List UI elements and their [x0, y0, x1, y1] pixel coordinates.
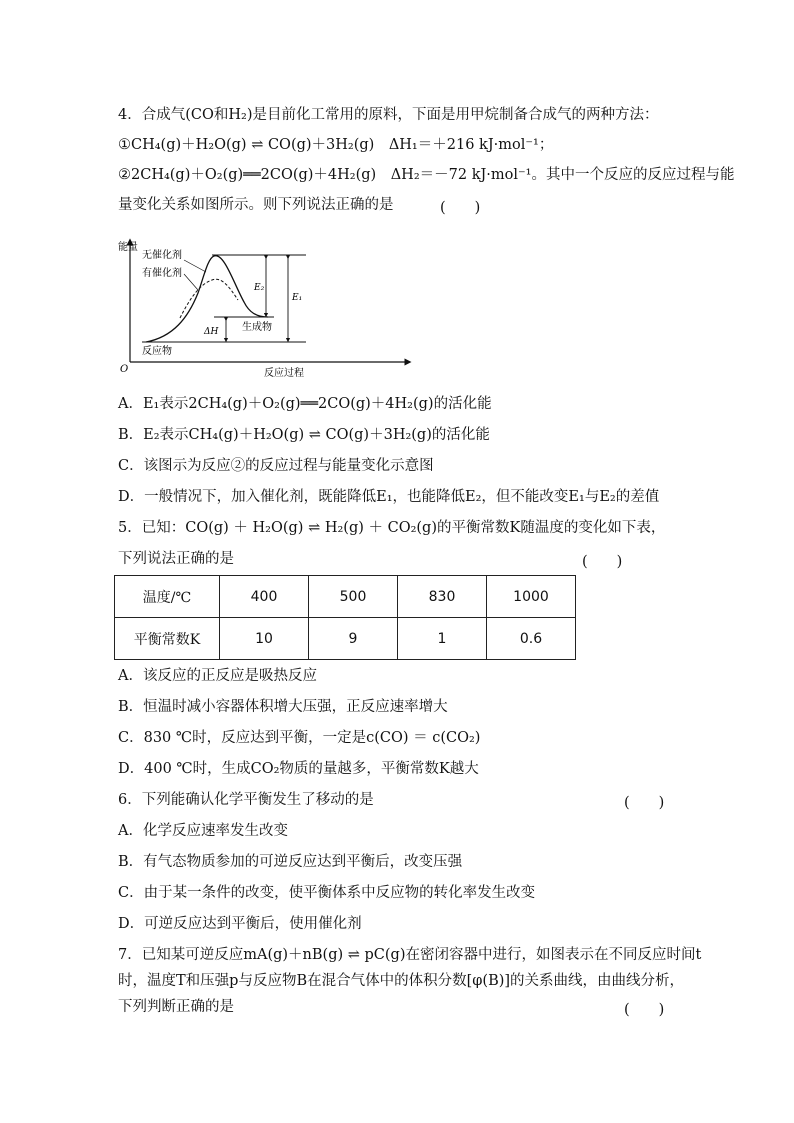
table-cell: 830: [398, 576, 487, 618]
q4-method-1: ①CH₄(g)＋H₂O(g) ⇌ CO(g)＋3H₂(g) ΔH₁＝＋216 kJ·mol⁻¹；: [118, 137, 554, 153]
q7-answer-paren: ( ): [624, 1002, 665, 1018]
q4-option-a: A．E₁表示2CH₄(g)＋O₂(g)══2CO(g)＋4H₂(g)的活化能: [118, 396, 492, 412]
q7-line-2: 时，温度T和压强p与反应物B在混合气体中的体积分数[φ(B)]的关系曲线，由曲线分析，: [118, 973, 685, 989]
q6-stem: 6．下列能确认化学平衡发生了移动的是: [118, 792, 374, 808]
table-cell: 400: [220, 576, 309, 618]
q4-method-2: ②2CH₄(g)＋O₂(g)══2CO(g)＋4H₂(g) ΔH₂＝－72 kJ·mol⁻¹。其中一个反应的反应过程与能: [118, 167, 735, 183]
q4-option-d: D．一般情况下，加入催化剂，既能降低E₁，也能降低E₂，但不能改变E₁与E₂的差值: [118, 489, 660, 505]
table-header-constant: 平衡常数K: [115, 618, 220, 660]
q6-answer-paren: ( ): [624, 795, 665, 811]
q5-option-a: A．该反应的正反应是吸热反应: [118, 668, 317, 684]
with-catalyst-label: 有催化剂: [142, 268, 182, 279]
q4-answer-paren: ( ): [440, 200, 481, 216]
energy-diagram: [118, 238, 418, 382]
q5-answer-paren: ( ): [582, 554, 623, 570]
q4-stem-end: 量变化关系如图所示。则下列说法正确的是: [118, 197, 394, 213]
q7-line-1: 7．已知某可逆反应mA(g)＋nB(g) ⇌ pC(g)在密闭容器中进行，如图表示在不同反应时间t: [118, 947, 702, 963]
with-catalyst-pointer: [184, 274, 198, 290]
table-cell: 1000: [487, 576, 576, 618]
no-catalyst-label: 无催化剂: [142, 250, 182, 261]
q6-option-a: A．化学反应速率发生改变: [118, 823, 288, 839]
e2-label: E₂: [254, 283, 265, 293]
table-row: [115, 618, 576, 660]
y-axis-label-1: 能量: [118, 242, 138, 253]
q5-stem-2: 下列说法正确的是: [118, 551, 234, 567]
q6-option-b: B．有气态物质参加的可逆反应达到平衡后，改变压强: [118, 854, 463, 870]
e1-label: E₁: [292, 293, 303, 303]
q5-option-b: B．恒温时减小容器体积增大压强，正反应速率增大: [118, 699, 448, 715]
equilibrium-table: [114, 575, 576, 660]
table-cell: 10: [220, 618, 309, 660]
table-row: [115, 576, 576, 618]
reactant-label: 反应物: [142, 346, 172, 357]
x-axis-label: 反应过程: [264, 368, 304, 379]
q4-stem: 4．合成气(CO和H₂)是目前化工常用的原料，下面是用甲烷制备合成气的两种方法：: [118, 107, 659, 123]
table-cell: 500: [309, 576, 398, 618]
table-cell: 0.6: [487, 618, 576, 660]
q4-option-b: B．E₂表示CH₄(g)＋H₂O(g) ⇌ CO(g)＋3H₂(g)的活化能: [118, 427, 490, 443]
q5-stem: 5．已知：CO(g) ＋ H₂O(g) ⇌ H₂(g) ＋ CO₂(g)的平衡常数K随温度的变化如下表，: [118, 520, 666, 536]
q5-option-d: D．400 ℃时，生成CO₂物质的量越多，平衡常数K越大: [118, 761, 479, 777]
table-header-temperature: 温度/℃: [115, 576, 220, 618]
q4-option-c: C．该图示为反应②的反应过程与能量变化示意图: [118, 458, 434, 474]
table-cell: 9: [309, 618, 398, 660]
q6-option-d: D．可逆反应达到平衡后，使用催化剂: [118, 916, 362, 932]
dh-label: ΔH: [204, 327, 219, 337]
product-label: 生成物: [242, 322, 272, 333]
no-catalyst-pointer: [184, 260, 206, 272]
q5-option-c: C．830 ℃时，反应达到平衡，一定是c(CO) ＝ c(CO₂): [118, 730, 481, 746]
origin-label: O: [120, 364, 129, 375]
q6-option-c: C．由于某一条件的改变，使平衡体系中反应物的转化率发生改变: [118, 885, 536, 901]
table-cell: 1: [398, 618, 487, 660]
q7-line-3: 下列判断正确的是: [118, 999, 234, 1015]
